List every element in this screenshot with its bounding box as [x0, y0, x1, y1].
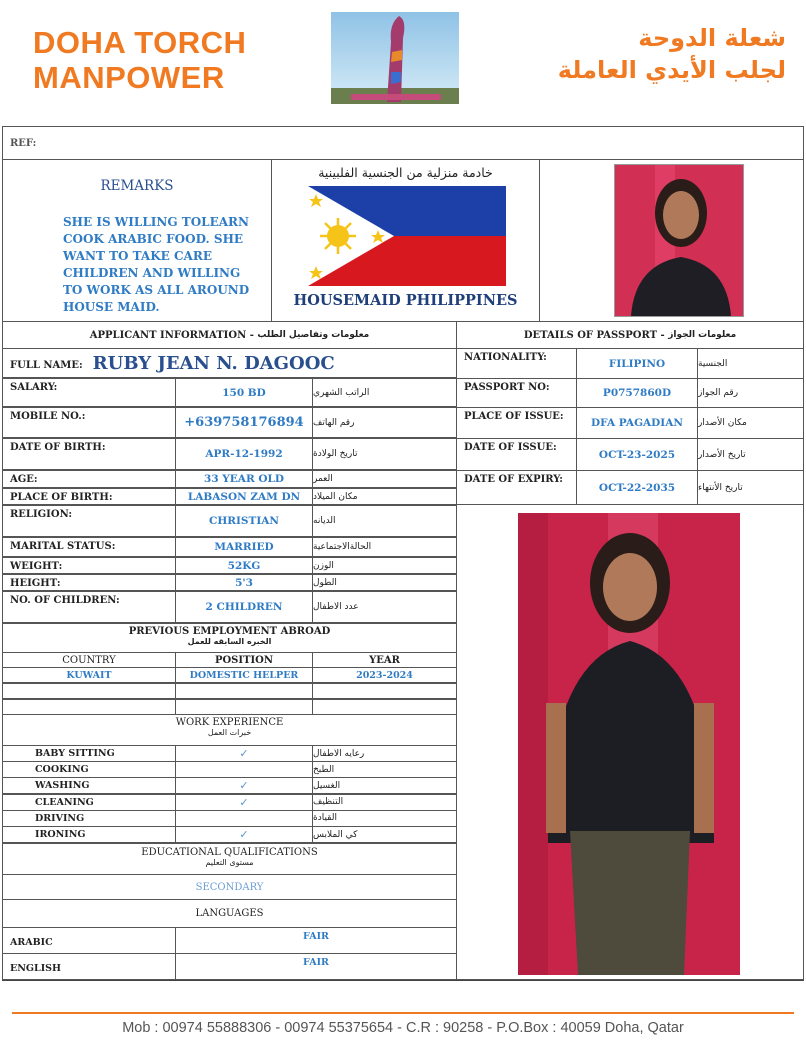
prev-employment-title-ar: الخبره السابقه للعمل: [187, 637, 272, 646]
emp-year: 2023-2024: [312, 667, 457, 683]
passport-row-value: P0757860D: [576, 378, 698, 408]
applicant-header: [2, 321, 457, 349]
education-value: SECONDARY: [2, 874, 457, 900]
passport-row-arabic: الجنسية: [697, 348, 804, 379]
applicant-row-value: CHRISTIAN: [175, 505, 313, 537]
emp-position: DOMESTIC HELPER: [175, 667, 313, 683]
brand-line-1: DOHA TORCH: [33, 25, 247, 60]
language-label: ENGLISH: [2, 953, 176, 980]
full-name-label: FULL NAME:: [10, 359, 83, 371]
passport-row-label: DATE OF ISSUE:: [456, 438, 577, 471]
footer-contact: Mob : 00974 55888306 - 00974 55375654 - C.R : 90258 - P.O.Box : 40059 Doha, Qatar: [122, 1020, 684, 1036]
remarks-text: SHE IS WILLING TOLEARN COOK ARABIC FOOD. SHE WANT TO TAKE CARE CHILDREN AND WILLING TO WORK AS ALL AROUND HOUSE MAID.: [63, 215, 250, 314]
work-skill-label: BABY SITTING: [2, 745, 176, 762]
language-level: FAIR: [175, 927, 457, 954]
col-country: COUNTRY: [2, 652, 176, 668]
applicant-row-label: SALARY:: [2, 378, 176, 407]
work-skill-label: IRONING: [2, 826, 176, 843]
work-skill-check-icon: ✓: [175, 826, 313, 843]
ref-label: REF:: [10, 137, 37, 149]
remarks-box: [2, 159, 272, 322]
language-level: FAIR: [175, 953, 457, 980]
passport-header: [456, 321, 804, 349]
emp-position: [175, 683, 313, 699]
applicant-row-label: NO. OF CHILDREN:: [2, 591, 176, 623]
applicant-row-value: 2 CHILDREN: [175, 591, 313, 623]
work-experience-title-ar: خبرات العمل: [207, 728, 252, 737]
work-skill-label: COOKING: [2, 761, 176, 778]
applicant-row-value: 33 YEAR OLD: [175, 470, 313, 488]
passport-row-label: PLACE OF ISSUE:: [456, 407, 577, 439]
col-position: POSITION: [175, 652, 313, 668]
applicant-row-arabic: مكان الميلاد: [312, 488, 457, 505]
applicant-row-arabic: الطول: [312, 574, 457, 591]
applicant-header-ar: معلومات وتفاصيل الطلب: [257, 330, 370, 340]
applicant-row-value: APR-12-1992: [175, 438, 313, 470]
applicant-row-arabic: الراتب الشهري: [312, 378, 457, 407]
emp-year: [312, 699, 457, 715]
passport-row-arabic: مكان الأصدار: [697, 407, 804, 439]
flag-block: [271, 159, 540, 322]
passport-row-value: DFA PAGADIAN: [576, 407, 698, 439]
work-experience-header: [2, 714, 457, 746]
applicant-row-arabic: الحالةالاجتماعية: [312, 537, 457, 557]
applicant-row-value: 52KG: [175, 557, 313, 574]
work-skill-arabic: القيادة: [312, 810, 457, 827]
applicant-row-label: MOBILE NO.:: [2, 407, 176, 438]
philippines-flag-icon: [308, 186, 506, 286]
brand-name-english: [33, 25, 246, 95]
passport-header-en: DETAILS OF PASSPORT -: [523, 329, 665, 341]
torch-tower-logo: [331, 12, 459, 104]
work-skill-check-icon: [175, 810, 313, 827]
passport-row-value: OCT-22-2035: [576, 470, 698, 505]
applicant-row-value: +639758176894: [175, 407, 313, 438]
languages-header: LANGUAGES: [2, 899, 457, 928]
work-skill-check-icon: [175, 761, 313, 778]
passport-header-ar: معلومات الجواز: [668, 330, 737, 340]
work-skill-label: CLEANING: [2, 794, 176, 811]
applicant-row-label: DATE OF BIRTH:: [2, 438, 176, 470]
applicant-row-arabic: تاريخ الولادة: [312, 438, 457, 470]
applicant-row-value: LABASON ZAM DN: [175, 488, 313, 505]
full-name-row: [2, 348, 457, 378]
passport-row-label: PASSPORT NO:: [456, 378, 577, 408]
brand-name-arabic: [558, 22, 786, 86]
work-skill-label: WASHING: [2, 777, 176, 794]
emp-year: [312, 683, 457, 699]
work-skill-arabic: الغسيل: [312, 777, 457, 794]
education-title: EDUCATIONAL QUALIFICATIONS: [141, 847, 318, 858]
work-skill-arabic: كي الملابس: [312, 826, 457, 843]
full-photo-cell: [456, 504, 804, 980]
applicant-row-arabic: عدد الاطفال: [312, 591, 457, 623]
passport-row-arabic: رقم الجواز: [697, 378, 804, 408]
applicant-row-arabic: العمر: [312, 470, 457, 488]
work-skill-arabic: رعايه الاطفال: [312, 745, 457, 762]
work-skill-check-icon: ✓: [175, 794, 313, 811]
passport-row-value: OCT-23-2025: [576, 438, 698, 471]
brand-ar-line-1: شعلة الدوحة: [638, 24, 786, 52]
passport-row-arabic: تاريخ الأنتهاء: [697, 470, 804, 505]
passport-row-value: FILIPINO: [576, 348, 698, 379]
applicant-row-value: 150 BD: [175, 378, 313, 407]
applicant-row-label: MARITAL STATUS:: [2, 537, 176, 557]
language-label: ARABIC: [2, 927, 176, 954]
brand-ar-line-2: لجلب الأيدي العاملة: [557, 56, 786, 84]
emp-country: [2, 683, 176, 699]
full-body-photo: [518, 513, 740, 975]
applicant-row-value: MARRIED: [175, 537, 313, 557]
emp-position: [175, 699, 313, 715]
work-skill-arabic: التنظيف: [312, 794, 457, 811]
applicant-header-en: APPLICANT INFORMATION -: [89, 329, 254, 341]
ref-row: [2, 126, 804, 160]
education-header: [2, 843, 457, 875]
applicant-row-arabic: الوزن: [312, 557, 457, 574]
emp-country: [2, 699, 176, 715]
full-name-value: RUBY JEAN N. DAGOOC: [92, 352, 335, 374]
applicant-row-label: AGE:: [2, 470, 176, 488]
col-year: YEAR: [312, 652, 457, 668]
footer-divider: [12, 1012, 794, 1014]
brand-line-2: MANPOWER: [33, 60, 225, 95]
remarks-title: REMARKS: [100, 178, 174, 194]
applicant-row-value: 5'3: [175, 574, 313, 591]
passport-row-label: NATIONALITY:: [456, 348, 577, 379]
flag-arabic-title: خادمة منزلية من الجنسية الفلبينية: [318, 165, 493, 180]
education-title-ar: مستوى التعليم: [205, 858, 254, 867]
passport-row-arabic: تاريخ الأصدار: [697, 438, 804, 471]
work-skill-label: DRIVING: [2, 810, 176, 827]
portrait-photo: [614, 164, 744, 317]
portrait-photo-cell: [539, 159, 804, 322]
work-skill-check-icon: ✓: [175, 777, 313, 794]
prev-employment-title: PREVIOUS EMPLOYMENT ABROAD: [128, 626, 331, 637]
prev-employment-header: [2, 623, 457, 653]
applicant-row-label: PLACE OF BIRTH:: [2, 488, 176, 505]
work-experience-title: WORK EXPERIENCE: [175, 717, 284, 728]
flag-caption: HOUSEMAID PHILIPPINES: [293, 292, 518, 309]
applicant-row-label: WEIGHT:: [2, 557, 176, 574]
work-skill-check-icon: ✓: [175, 745, 313, 762]
work-skill-arabic: الطبخ: [312, 761, 457, 778]
applicant-row-arabic: رقم الهاتف: [312, 407, 457, 438]
emp-country: KUWAIT: [2, 667, 176, 683]
passport-row-label: DATE OF EXPIRY:: [456, 470, 577, 505]
applicant-row-arabic: الديانه: [312, 505, 457, 537]
applicant-row-label: HEIGHT:: [2, 574, 176, 591]
applicant-row-label: RELIGION:: [2, 505, 176, 537]
